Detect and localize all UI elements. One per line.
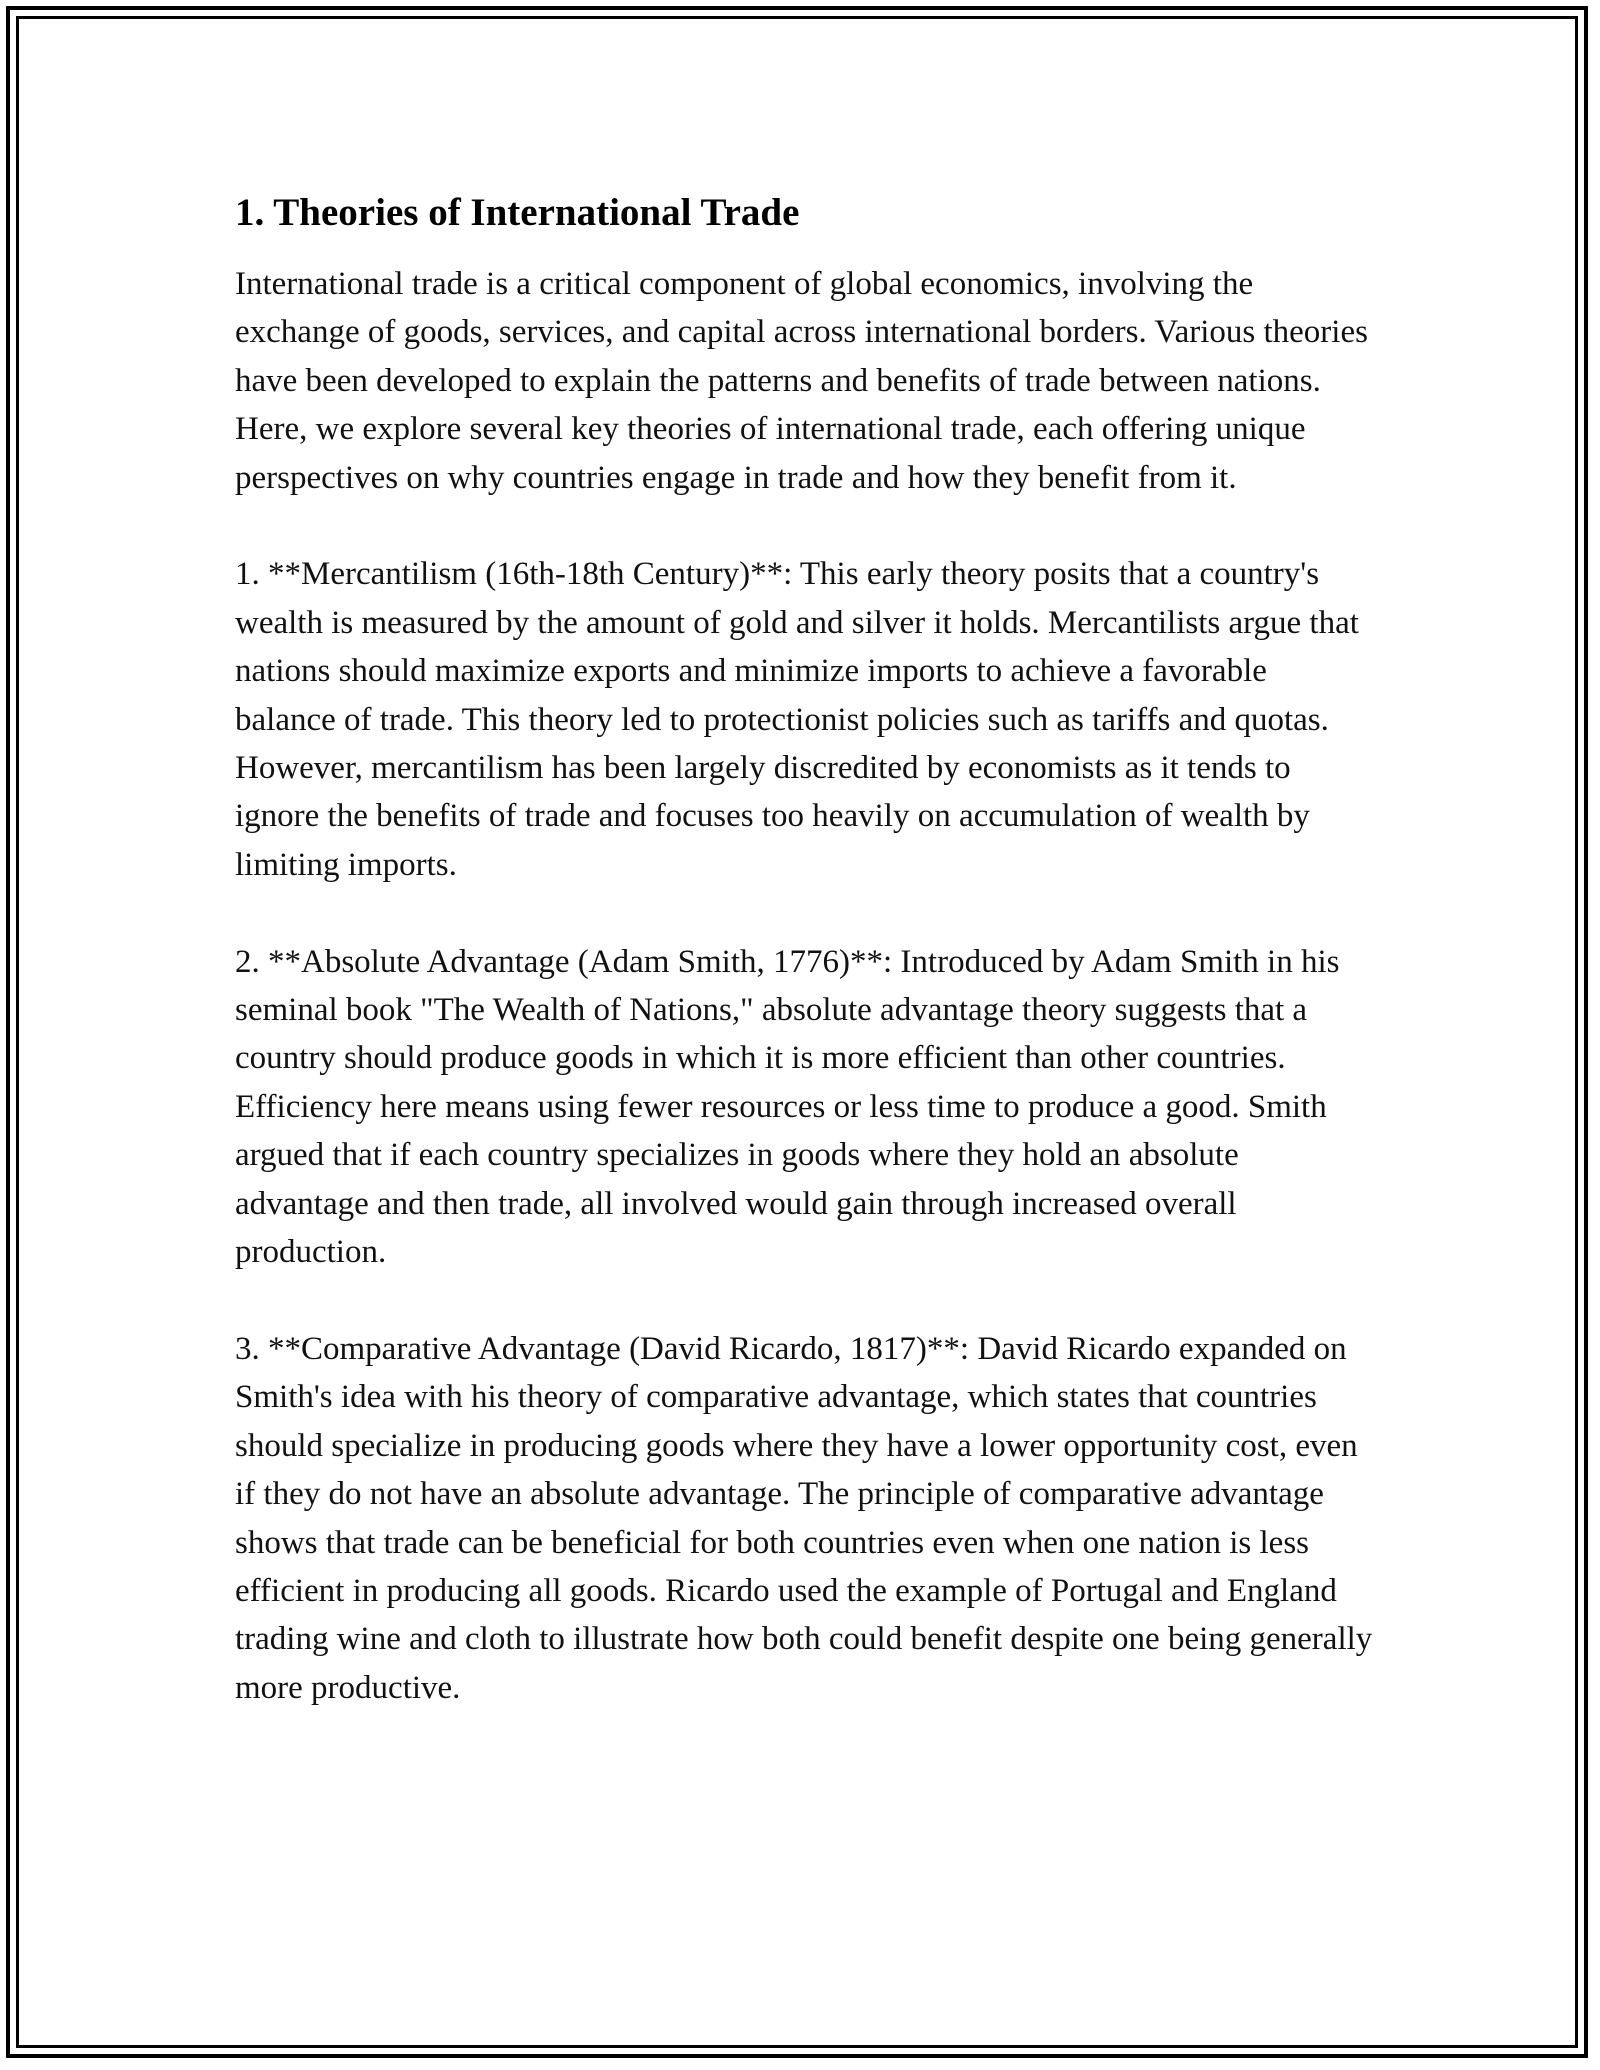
mercantilism-paragraph: 1. **Mercantilism (16th-18th Century)**: This early theory posits that a country's wealth is measured by the amount of gold and silver it holds. Mercantilists argue that nations should maximize exports and minimize imports to achieve a favorable balance of trade. This theory led to protectionist policies such as tariffs and quotas. However, mercantilism has been largely discredited by economists as it tends to ignore the benefits of trade and focuses too heavily on accumulation of wealth by limiting imports. [235,556,1359,883]
intro-paragraph: International trade is a critical component of global economics, involving the exchange of goods, services, and capital across international borders. Various theories have been developed to explain the patterns and benefits of trade between nations. Here, we explore several key theories of international trade, each offering unique perspectives on why countries engage in trade and how they benefit from it. [235,266,1368,496]
document-body [235,188,1375,1761]
section-heading: 1. Theories of International Trade [235,191,800,234]
absolute-advantage-paragraph: 2. **Absolute Advantage (Adam Smith, 1776)**: Introduced by Adam Smith in his seminal book "The Wealth of Nations," absolute advantage theory suggests that a country should produce goods in which it is more efficient than other countries. Efficiency here means using fewer resources or less time to produce a good. Smith argued that if each country specializes in goods where they hold an absolute advantage and then trade, all involved would gain through increased overall production. [235,943,1340,1271]
comparative-advantage-paragraph: 3. **Comparative Advantage (David Ricardo, 1817)**: David Ricardo expanded on Smith's idea with his theory of comparative advantage, which states that countries should specialize in producing goods where they have a lower opportunity cost, even if they do not have an absolute advantage. The principle of comparative advantage shows that trade can be beneficial for both countries even when one nation is less efficient in producing all goods. Ricardo used the example of Portugal and England trading wine and cloth to illustrate how both could benefit despite one being generally more productive. [235,1330,1373,1706]
